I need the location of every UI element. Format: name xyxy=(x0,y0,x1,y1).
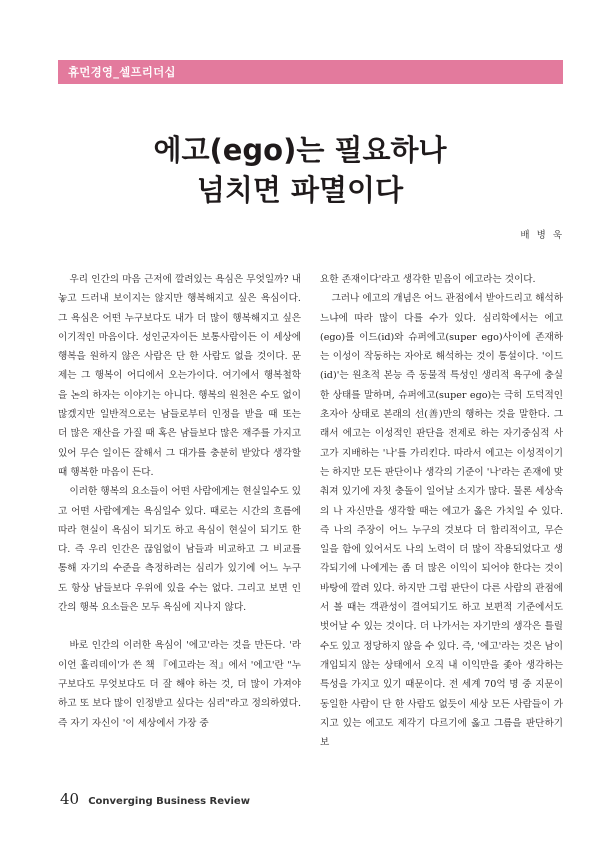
paragraph: 우리 인간의 마음 근저에 깔려있는 욕심은 무엇일까? 내놓고 드러내 보이지는 않지만 행복해지고 싶은 욕심이다. 그 욕심은 어떤 누구보다도 내가 더 많이 행복해지고 싶은 이기적인 마음이다. 성인군자이든 보통사람이든 이 세상에 행복을 원하지 않은 사람은 단 한 사람도 없을 것이다. 문제는 그 행복이 어디에서 오는가이다. 여기에서 행복철학을 논의 하자는 이야기는 아니다. 행복의 원천은 수도 없이 많겠지만 일반적으로는 남들로부터 인정을 받을 때 또는 더 많은 재산을 가질 때 혹은 남들보다 많은 재주를 가지고 있어 무슨 일이든 잘해서 그 대가를 충분히 받았다 생각할 때 행복한 마음이 든다. xyxy=(58,274,301,478)
section-banner xyxy=(58,60,563,84)
section-label: 휴먼경영_셀프리더십 xyxy=(68,65,176,79)
page-footer xyxy=(60,789,250,808)
publication-name: Converging Business Review xyxy=(88,796,250,807)
paragraph: 바로 인간의 이러한 욕심이 '에고'라는 것을 만든다. '라이언 홀리데이'가 쓴 책 『에고라는 적』에서 '에고'란 "누구보다도 무엇보다도 더 잘 해야 하는 것, 더 많이 가져야 하고 또 보다 많이 인정받고 싶다는 심리"라고 정의하였다. 즉 자기 자신이 '이 세상에서 가장 중 xyxy=(58,640,301,729)
paragraph: 이러한 행복의 요소들이 어떤 사람에게는 현실일수도 있고 어떤 사람에게는 욕심일수 있다. 때로는 시간의 흐름에 따라 현실이 욕심이 되기도 하고 욕심이 현실이 되기도 한다. 즉 우리 인간은 끊임없이 남들과 비교하고 그 비교를 통해 자기의 수준을 측정하려는 심리가 있기에 어느 누구도 항상 남들보다 우위에 있을 수는 없다. 그리고 보면 인간의 행복 요소들은 모두 욕심에 지나지 않다. xyxy=(58,486,301,614)
article-title xyxy=(0,130,600,210)
paragraph: 그러나 에고의 개념은 어느 관점에서 받아드리고 해석하느냐에 따라 많이 다를 수가 있다. 심리학에서는 에고(ego)를 이드(id)와 슈퍼에고(super ego)사이에 존재하는 이성이 작동하는 자아로 해석하는 것이 통설이다. '이드(id)'는 원초적 본능 즉 동물적 특성인 생리적 욕구에 충실한 상태를 말하며, 슈퍼에고(super ego)는 극히 도덕적인 초자아 상태로 본래의 선(善)만의 행하는 것을 말한다. 그래서 에고는 이성적인 판단을 전제로 하는 자기중심적 사고가 지배하는 '나'를 가리킨다. 따라서 에고는 이성적이기는 하지만 모든 판단이나 생각의 기준이 '나'라는 존재에 맞춰져 있기에 자칫 충돌이 일어날 소지가 많다. 물론 세상속의 나 자신만을 생각할 때는 에고가 옳은 가치일 수 있다. 즉 나의 주장이 어느 누구의 것보다 더 합리적이고, 무슨 일을 함에 있어서도 나의 노력이 더 많이 작용되었다고 생각되기에 나에게는 좀 더 많은 이익이 되어야 한다는 것이 바탕에 깔려 있다. 하지만 그럼 판단이 다른 사람의 관점에서 볼 때는 객관성이 결여되기도 하고 보편적 기준에서도 벗어날 수 있는 것이다. 더 나가서는 자기만의 생각은 틀릴 수도 있고 정당하지 않을 수 있다. 즉, '에고'라는 것은 남이 개입되지 않는 상태에서 오직 내 이익만을 좇아 생각하는 특성을 가지고 있기 때문이다. 전 세계 70억 명 중 지문이 동일한 사람이 단 한 사람도 없듯이 세상 모든 사람들이 가지고 있는 에고도 제각기 다르기에 옳고 그름을 판단하기 보 xyxy=(320,293,563,749)
right-column xyxy=(320,270,563,752)
page-number: 40 xyxy=(60,790,80,808)
title-line-1: 에고(ego)는 필요하나 xyxy=(153,133,447,167)
title-line-2: 넘치면 파멸이다 xyxy=(196,173,404,207)
paragraph: 요한 존재이다'라고 생각한 믿음이 에고라는 것이다. xyxy=(320,274,536,285)
left-column xyxy=(58,270,301,733)
author-name: 배 병 욱 xyxy=(520,230,564,241)
